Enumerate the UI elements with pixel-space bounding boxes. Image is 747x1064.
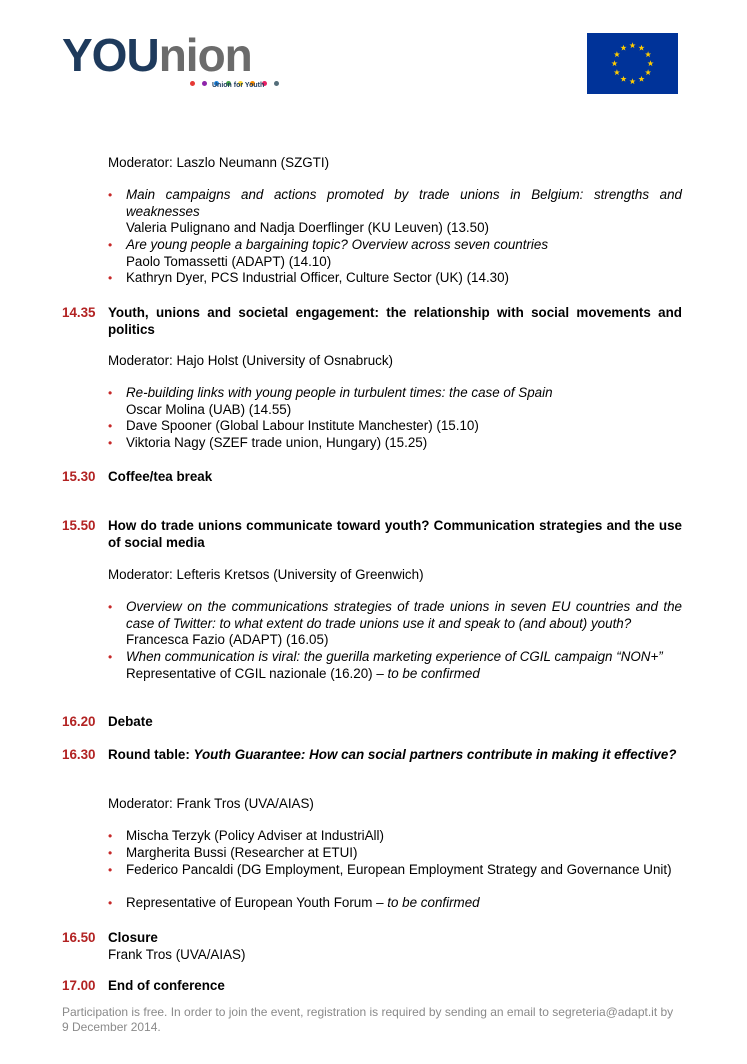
moderator-session3: Moderator: Lefteris Kretsos (University of Greenwich)	[108, 567, 424, 582]
bullet-icon: •	[108, 600, 113, 614]
session-title: Youth, unions and societal engagement: the relationship with social movements and politics	[108, 305, 682, 337]
session-time: 15.30	[62, 469, 96, 484]
logo-dot	[202, 81, 207, 86]
moderator-session4: Moderator: Frank Tros (UVA/AIAS)	[108, 796, 314, 811]
logo-wordmark: YOUnion	[62, 29, 252, 81]
logo-dot	[190, 81, 195, 86]
tbc-note: to be confirmed	[387, 665, 480, 681]
moderator-session1: Moderator: Laszlo Neumann (SZGTI)	[108, 155, 330, 170]
logo-tagline: Union for Youth	[212, 82, 265, 89]
eu-flag-icon	[587, 33, 678, 94]
session-time: 17.00	[62, 978, 96, 993]
bullet-icon: •	[108, 386, 113, 400]
bullet-icon: •	[108, 829, 113, 843]
talk-speaker: Kathryn Dyer, PCS Industrial Officer, Culture Sector (UK) (14.30)	[126, 270, 510, 285]
session-title: How do trade unions communicate toward youth? Communication strategies and the use of social media	[108, 518, 682, 550]
talk-speaker: Federico Pancaldi (DG Employment, European Employment Strategy and Governance Unit)	[126, 862, 672, 877]
moderator-session2: Moderator: Hajo Holst (University of Osnabruck)	[108, 353, 394, 368]
bullet-icon: •	[108, 863, 113, 877]
talk-speaker: Representative of European Youth Forum –	[126, 895, 388, 910]
talk-speaker: Dave Spooner (Global Labour Institute Manchester) (15.10)	[126, 418, 479, 433]
session-title: Debate	[108, 714, 153, 729]
bullet-icon: •	[108, 419, 113, 433]
bullet-icon: •	[108, 846, 113, 860]
younion-logo	[62, 30, 282, 94]
closure-speaker: Frank Tros (UVA/AIAS)	[108, 947, 246, 962]
talk-speaker: Viktoria Nagy (SZEF trade union, Hungary) (15.25)	[126, 435, 428, 450]
registration-note: Participation is free. In order to join the event, registration is required by sending an email to segreteria@adapt.it by 9 December 2014.	[62, 1005, 674, 1034]
talk-speaker: Oscar Molina (UAB) (14.55)	[126, 401, 292, 417]
bullet-icon: •	[108, 188, 113, 202]
bullet-icon: •	[108, 650, 113, 664]
talk-speaker: Margherita Bussi (Researcher at ETUI)	[126, 845, 358, 860]
session-time: 16.20	[62, 714, 96, 729]
talk-title: Re-building links with young people in turbulent times: the case of Spain	[126, 385, 553, 400]
talk-speaker: Paolo Tomassetti (ADAPT) (14.10)	[126, 253, 332, 269]
session-title: Closure	[108, 930, 158, 945]
session-time: 16.30	[62, 747, 96, 762]
session-time: 15.50	[62, 518, 96, 533]
bullet-icon: •	[108, 436, 113, 450]
bullet-icon: •	[108, 238, 113, 252]
talk-title: Are young people a bargaining topic? Overview across seven countries	[126, 237, 549, 252]
logo-colored-dots	[190, 74, 330, 80]
tbc-note: to be confirmed	[387, 895, 480, 910]
talk-title: When communication is viral: the guerilla marketing experience of CGIL campaign “NON+”	[126, 649, 663, 664]
talk-speaker: Representative of CGIL nazionale (16.20) –	[126, 665, 388, 681]
page-header	[0, 0, 747, 100]
session-time: 14.35	[62, 305, 96, 320]
talk-speaker: Mischa Terzyk (Policy Adviser at IndustriAll)	[126, 828, 384, 843]
talk-speaker: Valeria Pulignano and Nadja Doerflinger (KU Leuven) (13.50)	[126, 220, 489, 235]
session-title: Round table: Youth Guarantee: How can social partners contribute in making it effective?	[108, 747, 677, 762]
talk-title: Overview on the communications strategies of trade unions in seven EU countries and the case of Twitter: to what extent do trade unions use it and speak to (and about) youth?	[126, 599, 682, 631]
logo-dot	[274, 81, 279, 86]
talk-title: Main campaigns and actions promoted by trade unions in Belgium: strengths and weaknesses	[126, 187, 682, 219]
session-title: End of conference	[108, 978, 225, 993]
session-title: Coffee/tea break	[108, 469, 213, 484]
bullet-icon: •	[108, 271, 113, 285]
bullet-icon: •	[108, 896, 113, 910]
session-time: 16.50	[62, 930, 96, 945]
talk-speaker: Francesca Fazio (ADAPT) (16.05)	[126, 632, 329, 647]
